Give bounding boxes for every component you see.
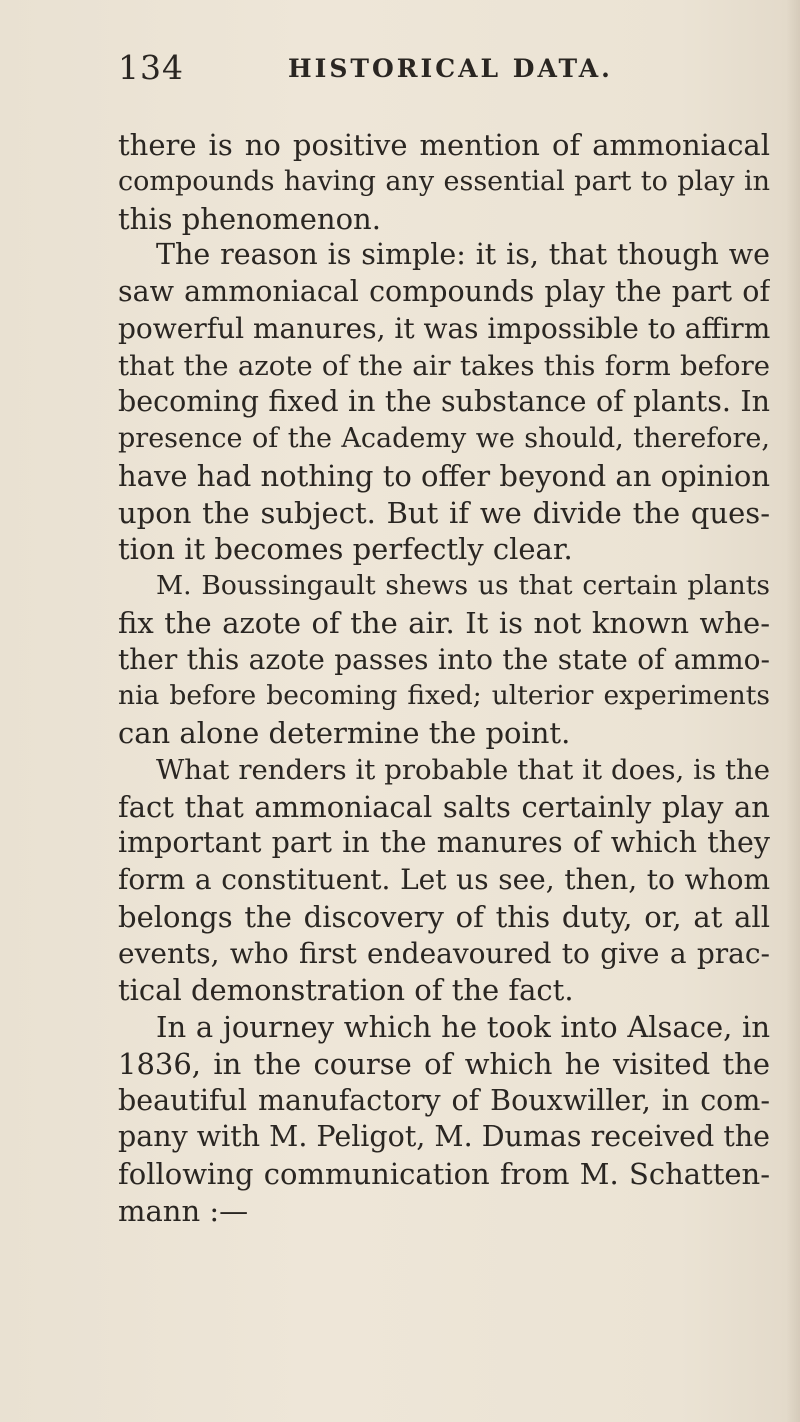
- page-number: 134: [118, 48, 184, 87]
- text-line: fix the azote of the air. It is not known whe-: [118, 605, 770, 640]
- text-line: following communication from M. Schatten-: [118, 1157, 770, 1191]
- body-text: [118, 127, 770, 1230]
- text-line: belongs the discovery of this duty, or, at all: [118, 899, 770, 934]
- text-line: compounds having any essential part to play in: [118, 165, 770, 197]
- text-line: pany with M. Peligot, M. Dumas received the: [118, 1120, 770, 1154]
- text-line: this phenomenon.: [118, 201, 381, 236]
- text-line: fact that ammoniacal salts certainly play an: [118, 789, 770, 824]
- text-line: becoming fixed in the substance of plants. In: [118, 385, 770, 419]
- text-line: events, who first endeavoured to give a prac-: [118, 936, 770, 970]
- text-line: form a constituent. Let us see, then, to whom: [118, 863, 770, 896]
- text-line: have had nothing to offer beyond an opinion: [118, 458, 770, 493]
- text-line: there is no positive mention of ammoniacal: [118, 128, 770, 162]
- text-line: presence of the Academy we should, therefore,: [118, 423, 770, 454]
- text-line: The reason is simple: it is, that though we: [156, 238, 770, 272]
- text-line: tion it becomes perfectly clear.: [118, 532, 573, 567]
- text-line: saw ammoniacal compounds play the part of: [118, 275, 770, 308]
- text-line: that the azote of the air takes this form before: [118, 349, 770, 382]
- text-line: 1836, in the course of which he visited the: [118, 1046, 770, 1081]
- running-head: [118, 48, 770, 98]
- text-line: important part in the manures of which they: [118, 826, 770, 860]
- text-line: ther this azote passes into the state of ammo-: [118, 642, 770, 676]
- text-line: mann :—: [118, 1193, 249, 1228]
- text-line: beautiful manufactory of Bouxwiller, in com-: [118, 1083, 770, 1117]
- page-edge-shadow: [786, 0, 800, 1422]
- text-line: What renders it probable that it does, is the: [156, 753, 770, 786]
- running-title: HISTORICAL DATA.: [288, 54, 613, 83]
- text-line: tical demonstration of the fact.: [118, 973, 574, 1008]
- text-line: nia before becoming fixed; ulterior experiments: [118, 680, 770, 712]
- text-line: powerful manures, it was impossible to affirm: [118, 311, 770, 345]
- text-line: In a journey which he took into Alsace, in: [156, 1010, 770, 1044]
- text-line: M. Boussingault shews us that certain plants: [156, 570, 770, 601]
- text-line: upon the subject. But if we divide the ques-: [118, 495, 770, 530]
- text-line: can alone determine the point.: [118, 716, 571, 750]
